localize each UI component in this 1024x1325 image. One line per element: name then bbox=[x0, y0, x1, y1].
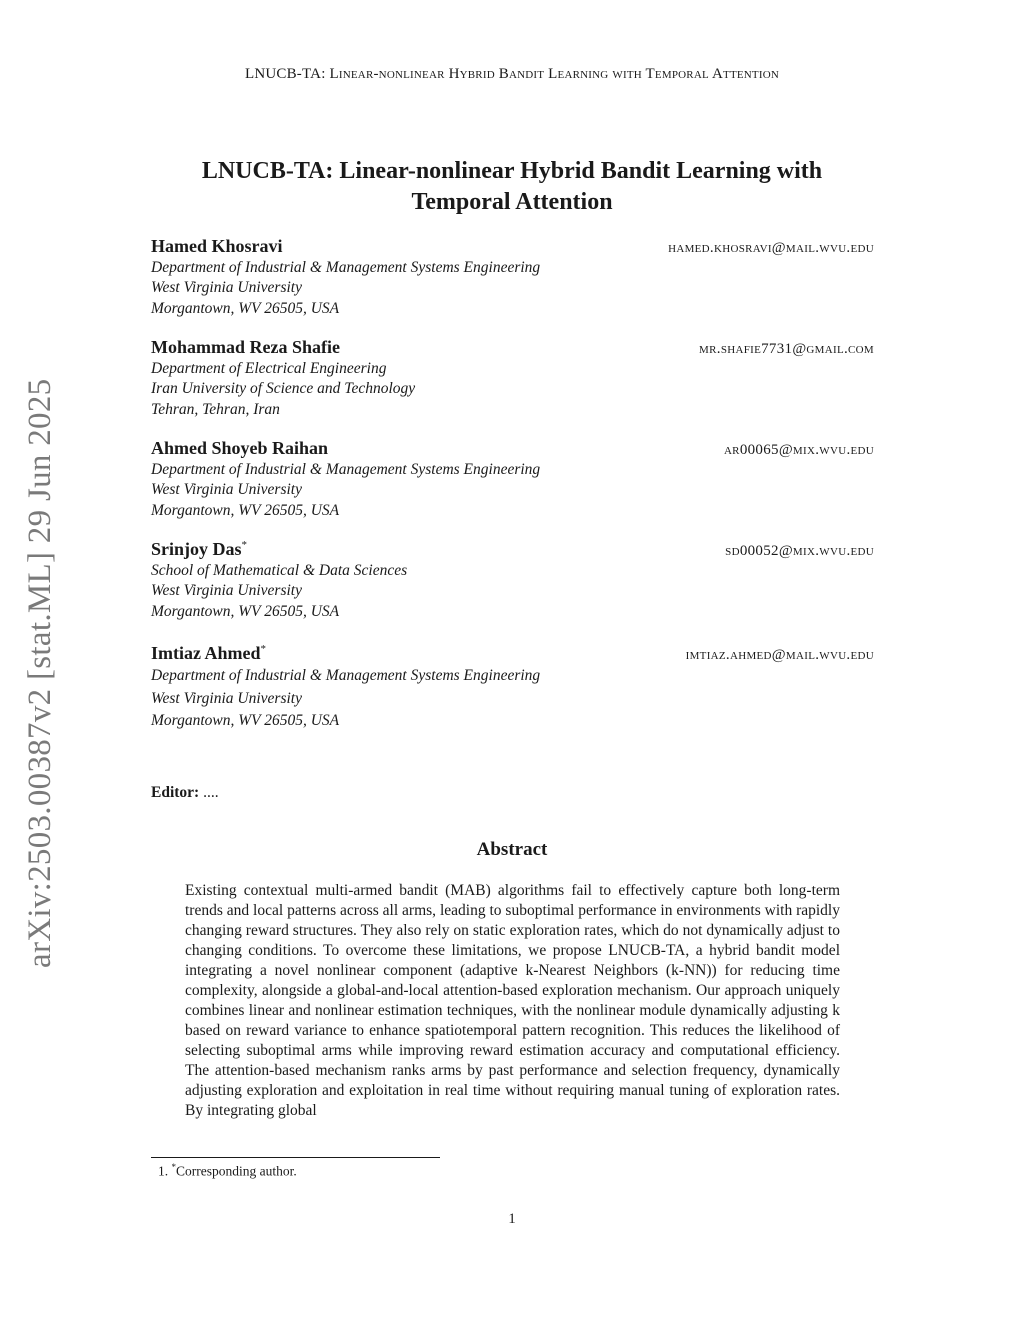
footnote-number: 1. bbox=[158, 1163, 169, 1179]
abstract-heading: Abstract bbox=[476, 839, 548, 860]
author-email[interactable]: mr.shafie7731@gmail.com bbox=[699, 341, 874, 357]
author-email[interactable]: imtiaz.ahmed@mail.wvu.edu bbox=[685, 647, 874, 663]
author-email[interactable]: hamed.khosravi@mail.wvu.edu bbox=[668, 240, 874, 256]
abstract-body: Existing contextual multi-armed bandit (MAB) algorithms fail to effectively capture both long-term trends and local patterns across all arms, leading to suboptimal performance in environments with rapidly changing reward structures. They also rely on static exploration rates, which do not dynamically adjust to changing conditions. To overcome these limitations, we propose LNUCB-TA, a hybrid bandit model integrating a novel nonlinear component (adaptive k-Nearest Neighbors (k-NN)) for reducing time complexity, alongside a global-and-local attention-based exploration mechanism. Our approach uniquely combines linear and nonlinear estimation techniques, with the nonlinear module dynamically adjusting k based on reward variance to enhance spatiotemporal pattern recognition. This reduces the likelihood of selecting suboptimal arms while improving reward estimation accuracy and computational efficiency. The attention-based mechanism ranks arms by past performance and selection frequency, dynamically adjusting exploration and exploitation in real time without requiring manual tuning of exploration rates. By integrating global bbox=[185, 882, 840, 1119]
author-name: Hamed Khosravi bbox=[151, 236, 283, 256]
author-name: Srinjoy Das* bbox=[151, 539, 248, 559]
author-affiliation-institution: West Virginia University bbox=[151, 582, 302, 600]
author-affiliation-department: School of Mathematical & Data Sciences bbox=[151, 562, 408, 579]
arxiv-stamp: arXiv:2503.00387v2 [stat.ML] 29 Jun 2025 bbox=[22, 378, 58, 968]
author-affiliation-location: Morgantown, WV 26505, USA bbox=[151, 299, 340, 317]
footnote-text: Corresponding author. bbox=[176, 1163, 297, 1179]
author-affiliation-department: Department of Electrical Engineering bbox=[151, 360, 387, 377]
author-affiliation-location: Morgantown, WV 26505, USA bbox=[151, 501, 340, 519]
author-affiliation-department: Department of Industrial & Management Systems Engineering bbox=[151, 259, 541, 276]
footnote bbox=[158, 1162, 297, 1180]
author-block bbox=[151, 643, 874, 733]
author-block bbox=[151, 438, 874, 521]
author-affiliation-department: Department of Industrial & Management Systems Engineering bbox=[151, 667, 541, 684]
editor-line bbox=[151, 784, 219, 802]
author-email[interactable]: ar00065@mix.wvu.edu bbox=[723, 442, 874, 458]
editor-label: Editor: bbox=[151, 784, 200, 801]
author-affiliation-institution: West Virginia University bbox=[151, 279, 302, 297]
footnote-mark: * bbox=[171, 1162, 176, 1172]
author-name: Mohammad Reza Shafie bbox=[151, 337, 340, 357]
author-affiliation-location: Morgantown, WV 26505, USA bbox=[151, 712, 340, 729]
author-affiliation-institution: West Virginia University bbox=[151, 481, 302, 499]
author-name: Ahmed Shoyeb Raihan bbox=[151, 438, 329, 458]
editor-value: .... bbox=[203, 784, 219, 801]
title-line-2: Temporal Attention bbox=[411, 189, 613, 215]
running-head: LNUCB-TA: Linear-nonlinear Hybrid Bandit Learning with Temporal Attention bbox=[244, 66, 780, 82]
author-block bbox=[151, 337, 874, 420]
author-block bbox=[151, 539, 874, 622]
author-name: Imtiaz Ahmed* bbox=[151, 643, 266, 663]
author-affiliation-department: Department of Industrial & Management Systems Engineering bbox=[151, 461, 541, 478]
footnote-divider bbox=[151, 1157, 440, 1158]
author-affiliation-location: Tehran, Tehran, Iran bbox=[151, 400, 280, 418]
page-number: 1 bbox=[508, 1211, 516, 1227]
paper-title bbox=[120, 156, 904, 218]
author-block bbox=[151, 236, 874, 319]
author-affiliation-institution: Iran University of Science and Technology bbox=[151, 380, 416, 398]
author-email[interactable]: sd00052@mix.wvu.edu bbox=[725, 543, 874, 559]
author-affiliation-institution: West Virginia University bbox=[151, 689, 302, 707]
title-line-1: LNUCB-TA: Linear-nonlinear Hybrid Bandit Learning with bbox=[201, 158, 823, 184]
author-affiliation-location: Morgantown, WV 26505, USA bbox=[151, 602, 340, 620]
